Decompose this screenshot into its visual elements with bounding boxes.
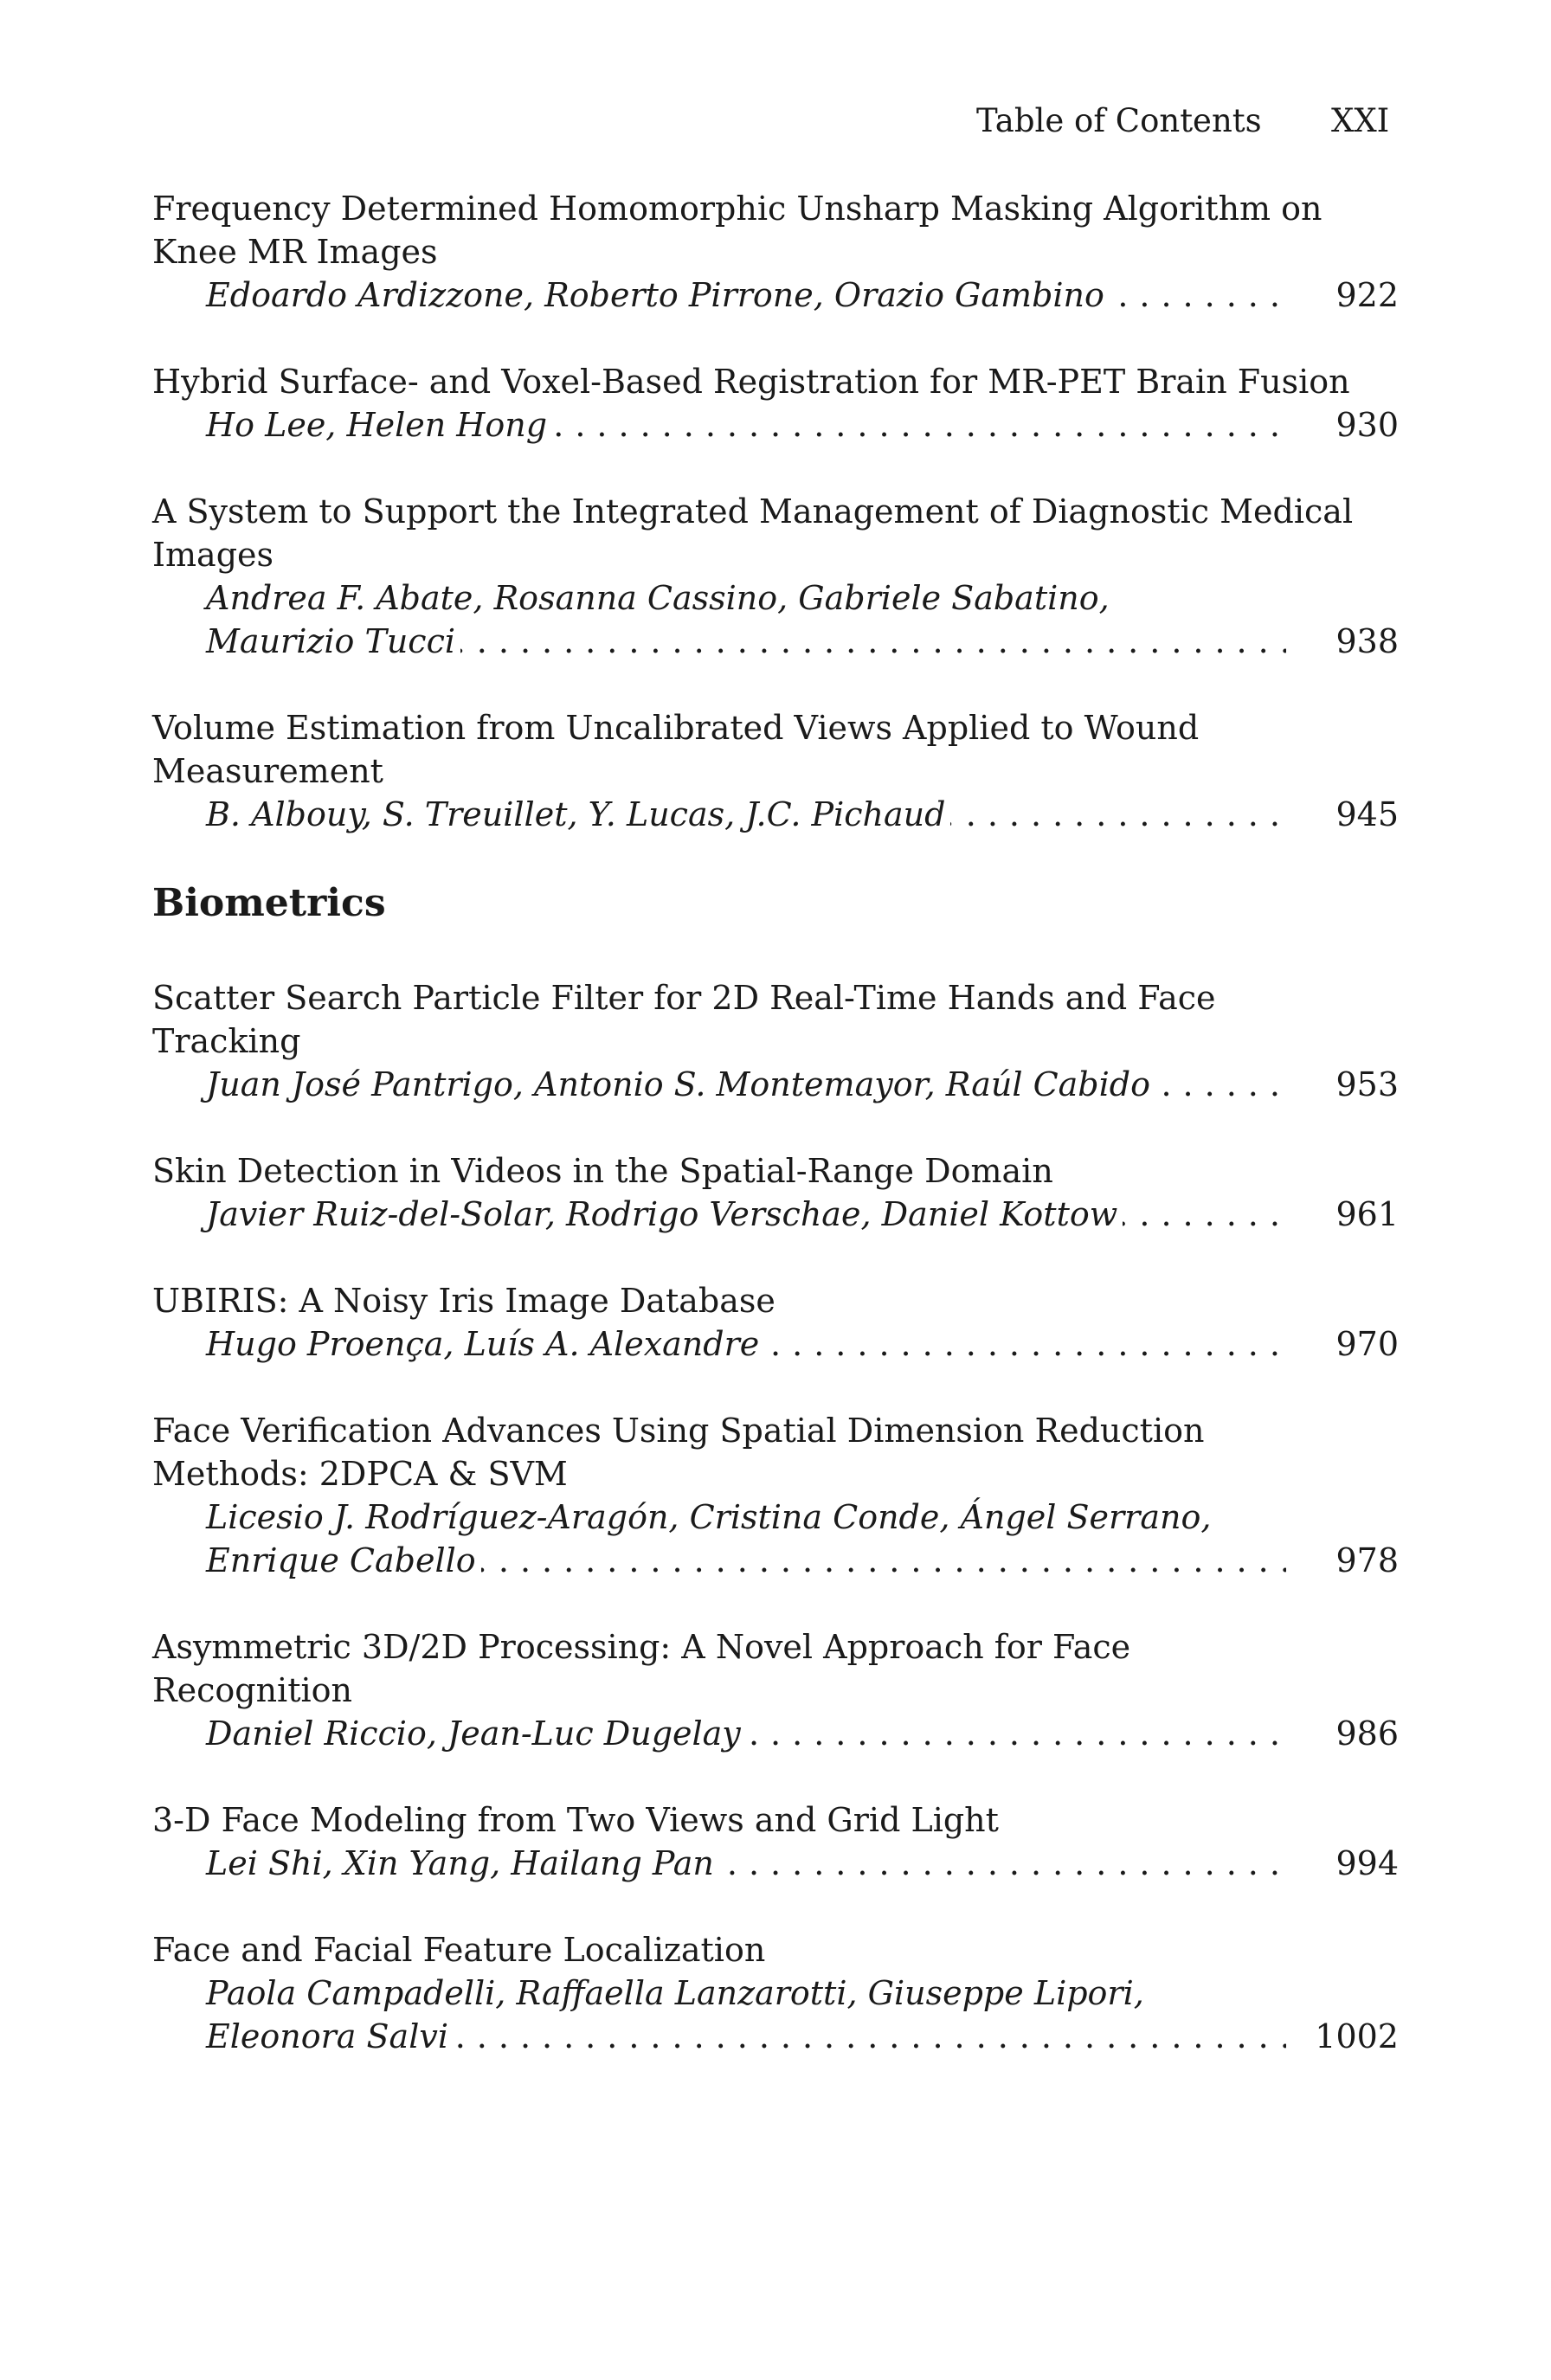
entry-author-line bbox=[206, 1539, 1399, 1582]
toc-entries-before bbox=[152, 187, 1399, 836]
entry-title bbox=[152, 187, 1399, 273]
entry-author-line bbox=[152, 1496, 1399, 1539]
entry-title-line: Skin Detection in Videos in the Spatial-Range Domain bbox=[152, 1152, 1053, 1190]
entry-author-line bbox=[206, 2015, 1399, 2058]
entry-title bbox=[152, 1798, 1399, 1842]
toc-entry bbox=[152, 1625, 1399, 1755]
entry-author-line bbox=[152, 1193, 1399, 1236]
entry-title bbox=[152, 1279, 1399, 1322]
running-head bbox=[0, 102, 1551, 144]
entry-page-number: 994 bbox=[1295, 1842, 1399, 1885]
toc-entry bbox=[152, 1149, 1399, 1236]
entry-title-line: 3-D Face Modeling from Two Views and Grid Light bbox=[152, 1801, 999, 1839]
toc-content bbox=[152, 187, 1399, 2101]
entry-author-text: Edoardo Ardizzone, Roberto Pirrone, Orazio Gambino bbox=[206, 276, 1110, 314]
entry-title-line: Asymmetric 3D/2D Processing: A Novel Approach for Face bbox=[152, 1628, 1131, 1666]
entry-title bbox=[152, 1625, 1399, 1712]
entry-title-line: Knee MR Images bbox=[152, 233, 438, 271]
entry-authors bbox=[152, 273, 1399, 317]
entry-authors bbox=[152, 576, 1399, 663]
entry-author-text: Javier Ruiz-del-Solar, Rodrigo Verschae, Daniel Kottow bbox=[206, 1195, 1123, 1233]
entry-title bbox=[152, 706, 1399, 793]
entry-author-line bbox=[152, 273, 1399, 317]
entry-author-line bbox=[152, 793, 1399, 836]
entry-author-text: Eleonora Salvi bbox=[206, 2017, 454, 2055]
toc-entry bbox=[152, 360, 1399, 447]
entry-page-number: 945 bbox=[1295, 793, 1399, 836]
toc-entry bbox=[152, 1798, 1399, 1885]
entry-author-line bbox=[152, 403, 1399, 447]
running-head-title: Table of Contents bbox=[976, 102, 1262, 139]
entry-author-line bbox=[152, 1322, 1399, 1366]
toc-entry bbox=[152, 490, 1399, 663]
entry-title bbox=[152, 1149, 1399, 1193]
entry-author-line bbox=[152, 1712, 1399, 1755]
entry-page-number: 953 bbox=[1295, 1063, 1399, 1106]
entry-title-line: Face Verification Advances Using Spatial Dimension Reduction bbox=[152, 1412, 1205, 1450]
entry-authors bbox=[152, 1712, 1399, 1755]
entry-title bbox=[152, 1928, 1399, 1972]
entry-author-text: Enrique Cabello bbox=[206, 1541, 481, 1579]
entry-title-line: Volume Estimation from Uncalibrated Views Applied to Wound bbox=[152, 709, 1200, 747]
entry-title-line: Face and Facial Feature Localization bbox=[152, 1931, 766, 1969]
toc-entry bbox=[152, 187, 1399, 317]
entry-authors bbox=[152, 1496, 1399, 1582]
entry-title bbox=[152, 1409, 1399, 1496]
entry-title-line: Recognition bbox=[152, 1671, 352, 1709]
entry-page-number: 961 bbox=[1295, 1193, 1399, 1236]
toc-entry bbox=[152, 976, 1399, 1106]
entry-title-line: Scatter Search Particle Filter for 2D Real-Time Hands and Face bbox=[152, 979, 1216, 1017]
entry-title bbox=[152, 976, 1399, 1063]
entry-title-line: Methods: 2DPCA & SVM bbox=[152, 1455, 568, 1493]
entry-page-number: 970 bbox=[1295, 1322, 1399, 1366]
entry-page-number: 986 bbox=[1295, 1712, 1399, 1755]
entry-title-line: Images bbox=[152, 536, 274, 574]
toc-entry bbox=[152, 706, 1399, 836]
entry-author-text: Andrea F. Abate, Rosanna Cassino, Gabriele Sabatino, bbox=[206, 579, 1115, 617]
section-heading: Biometrics bbox=[152, 881, 386, 925]
entry-authors bbox=[152, 1322, 1399, 1366]
entry-authors bbox=[152, 1193, 1399, 1236]
entry-authors bbox=[152, 1972, 1399, 2058]
entry-title-line: A System to Support the Integrated Management of Diagnostic Medical bbox=[152, 492, 1354, 531]
entry-author-text: Licesio J. Rodríguez-Aragón, Cristina Conde, Ángel Serrano, bbox=[206, 1498, 1216, 1536]
toc-entry bbox=[152, 1279, 1399, 1366]
entry-author-line bbox=[152, 1972, 1399, 2015]
entry-title bbox=[152, 360, 1399, 403]
entry-title bbox=[152, 490, 1399, 576]
running-head-page-number: XXI bbox=[1331, 102, 1390, 139]
entry-page-number: 938 bbox=[1295, 620, 1399, 663]
entry-page-number: 930 bbox=[1295, 403, 1399, 447]
entry-authors bbox=[152, 403, 1399, 447]
entry-authors bbox=[152, 1842, 1399, 1885]
entry-author-text: Ho Lee, Helen Hong bbox=[206, 406, 552, 444]
entry-author-text: Juan José Pantrigo, Antonio S. Montemayor, Raúl Cabido bbox=[206, 1065, 1155, 1103]
entry-author-text: Paola Campadelli, Raffaella Lanzarotti, Giuseppe Lipori, bbox=[206, 1974, 1149, 2012]
entry-page-number: 922 bbox=[1295, 273, 1399, 317]
toc-entry bbox=[152, 1409, 1399, 1582]
entry-authors bbox=[152, 1063, 1399, 1106]
entry-title-line: Tracking bbox=[152, 1022, 301, 1060]
entry-author-text: Daniel Riccio, Jean-Luc Dugelay bbox=[206, 1714, 746, 1753]
entry-title-line: UBIRIS: A Noisy Iris Image Database bbox=[152, 1282, 776, 1320]
entry-author-line bbox=[206, 620, 1399, 663]
entry-title-line: Frequency Determined Homomorphic Unsharp Masking Algorithm on bbox=[152, 190, 1323, 228]
entry-title-line: Hybrid Surface- and Voxel-Based Registration for MR-PET Brain Fusion bbox=[152, 363, 1350, 401]
entry-author-text: Lei Shi, Xin Yang, Hailang Pan bbox=[206, 1844, 719, 1882]
entry-title-line: Measurement bbox=[152, 752, 383, 790]
toc-entry bbox=[152, 1928, 1399, 2058]
toc-entries-after bbox=[152, 976, 1399, 2058]
entry-page-number: 978 bbox=[1295, 1539, 1399, 1582]
entry-author-line bbox=[152, 1842, 1399, 1885]
entry-authors bbox=[152, 793, 1399, 836]
entry-author-text: Hugo Proença, Luís A. Alexandre bbox=[206, 1325, 764, 1363]
entry-author-line bbox=[152, 1063, 1399, 1106]
entry-page-number: 1002 bbox=[1295, 2015, 1399, 2058]
entry-author-text: Maurizio Tucci bbox=[206, 622, 460, 660]
entry-author-text: B. Albouy, S. Treuillet, Y. Lucas, J.C. Pichaud bbox=[206, 795, 950, 833]
entry-author-line bbox=[152, 576, 1399, 620]
